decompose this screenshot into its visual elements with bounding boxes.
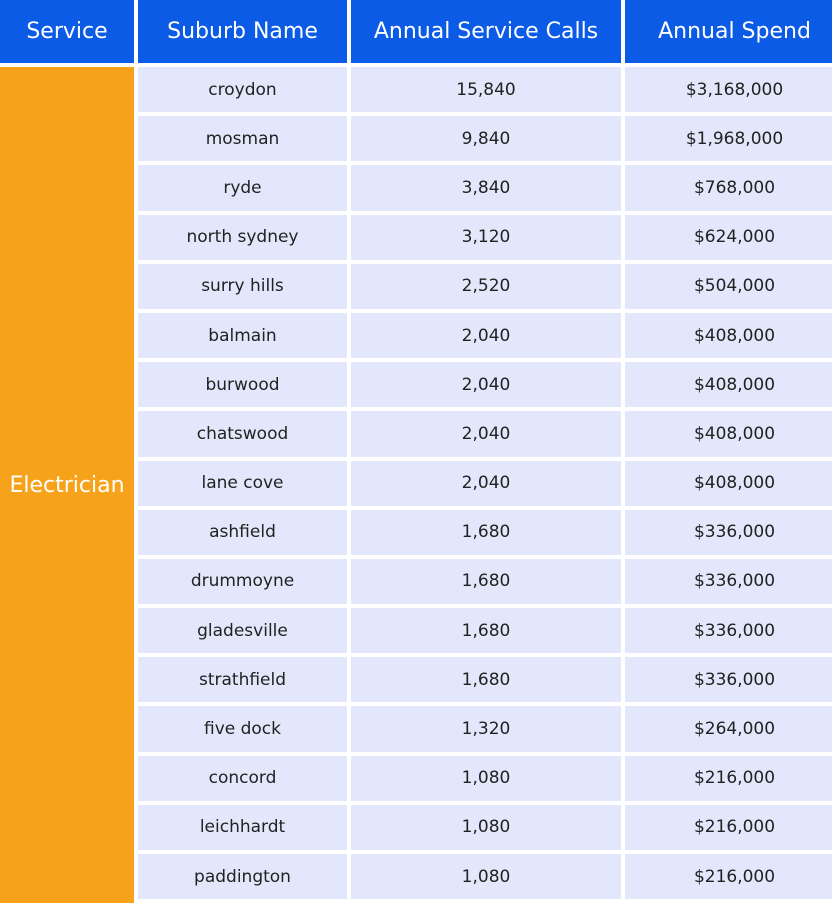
suburb-cell: strathfield [138, 657, 347, 706]
calls-cell: 2,040 [351, 313, 621, 362]
suburb-cell: lane cove [138, 461, 347, 510]
suburb-cell: ryde [138, 165, 347, 214]
calls-cell: 15,840 [351, 67, 621, 116]
spend-cell: $336,000 [625, 510, 832, 559]
spend-cell: $768,000 [625, 165, 832, 214]
calls-cell: 1,680 [351, 657, 621, 706]
calls-cell: 1,680 [351, 510, 621, 559]
header-annual-service-calls: Annual Service Calls [351, 0, 621, 67]
spend-cell: $408,000 [625, 313, 832, 362]
suburb-cell: leichhardt [138, 805, 347, 854]
spend-cell: $336,000 [625, 657, 832, 706]
suburb-cell: burwood [138, 362, 347, 411]
calls-cell: 1,680 [351, 559, 621, 608]
calls-cell: 1,680 [351, 608, 621, 657]
calls-cell: 2,520 [351, 264, 621, 313]
suburb-cell: croydon [138, 67, 347, 116]
calls-cell: 1,320 [351, 706, 621, 755]
spend-cell: $216,000 [625, 805, 832, 854]
suburb-cell: surry hills [138, 264, 347, 313]
suburb-cell: ashfield [138, 510, 347, 559]
service-cell: Electrician [0, 67, 134, 903]
spend-cell: $408,000 [625, 362, 832, 411]
calls-cell: 3,120 [351, 215, 621, 264]
spend-cell: $264,000 [625, 706, 832, 755]
calls-cell: 2,040 [351, 362, 621, 411]
spend-cell: $3,168,000 [625, 67, 832, 116]
calls-cell: 2,040 [351, 461, 621, 510]
suburb-cell: chatswood [138, 411, 347, 460]
spend-cell: $504,000 [625, 264, 832, 313]
header-suburb-name: Suburb Name [138, 0, 347, 67]
spend-cell: $336,000 [625, 608, 832, 657]
spend-cell: $216,000 [625, 756, 832, 805]
calls-cell: 1,080 [351, 854, 621, 903]
calls-cell: 9,840 [351, 116, 621, 165]
calls-cell: 2,040 [351, 411, 621, 460]
spend-cell: $336,000 [625, 559, 832, 608]
spend-cell: $624,000 [625, 215, 832, 264]
spend-cell: $408,000 [625, 411, 832, 460]
header-service: Service [0, 0, 134, 67]
header-annual-spend: Annual Spend [625, 0, 832, 67]
suburb-cell: mosman [138, 116, 347, 165]
spend-cell: $1,968,000 [625, 116, 832, 165]
suburb-cell: drummoyne [138, 559, 347, 608]
suburb-cell: five dock [138, 706, 347, 755]
suburb-cell: concord [138, 756, 347, 805]
calls-cell: 3,840 [351, 165, 621, 214]
spend-cell: $408,000 [625, 461, 832, 510]
suburb-cell: north sydney [138, 215, 347, 264]
calls-cell: 1,080 [351, 805, 621, 854]
suburb-cell: balmain [138, 313, 347, 362]
spend-cell: $216,000 [625, 854, 832, 903]
suburb-cell: gladesville [138, 608, 347, 657]
calls-cell: 1,080 [351, 756, 621, 805]
suburb-cell: paddington [138, 854, 347, 903]
